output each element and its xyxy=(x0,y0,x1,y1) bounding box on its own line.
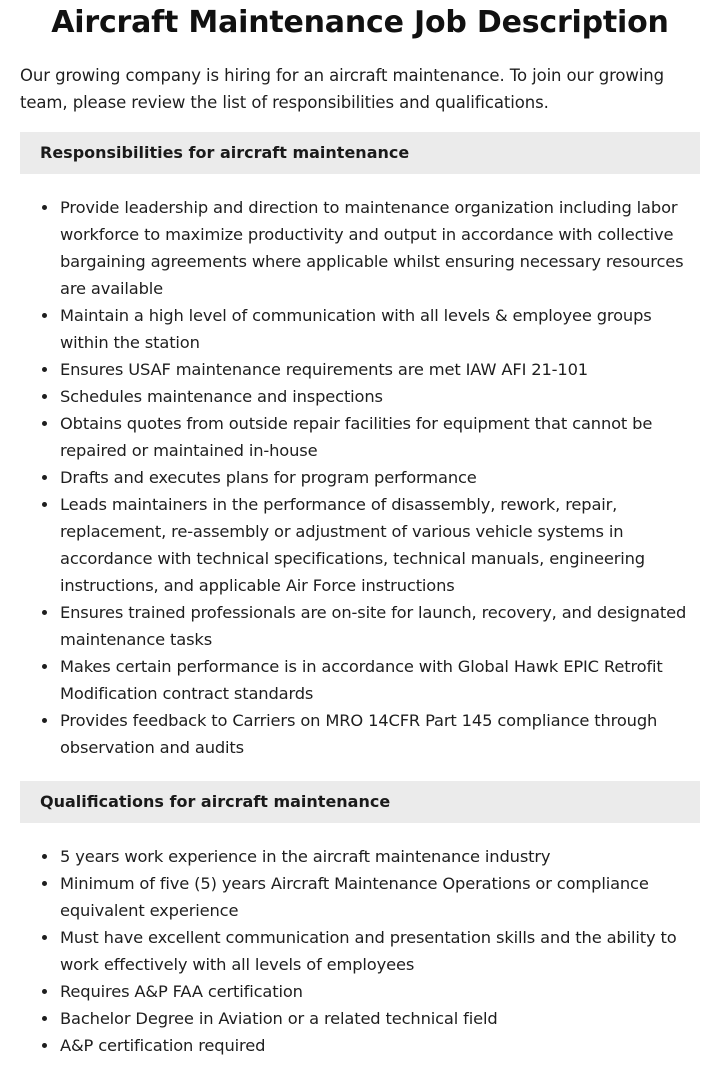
responsibilities-list xyxy=(20,194,700,761)
list-item: Makes certain performance is in accordance with Global Hawk EPIC Retrofit Modification contract standards xyxy=(60,653,700,707)
list-item: Provides feedback to Carriers on MRO 14CFR Part 145 compliance through observation and audits xyxy=(60,707,700,761)
list-item: Ensures USAF maintenance requirements are met IAW AFI 21-101 xyxy=(60,356,700,383)
list-item: Obtains quotes from outside repair facilities for equipment that cannot be repaired or maintained in-house xyxy=(60,410,700,464)
list-item: Requires A&P FAA certification xyxy=(60,978,700,1005)
page-title: Aircraft Maintenance Job Description xyxy=(51,5,669,40)
list-item: Minimum of five (5) years Aircraft Maintenance Operations or compliance equivalent experience xyxy=(60,870,700,924)
list-item: Leads maintainers in the performance of disassembly, rework, repair, replacement, re-assembly or adjustment of various vehicle systems in accordance with technical specifications, technical manuals, engineering instructions, and applicable Air Force instructions xyxy=(60,491,700,599)
list-item: Ensures trained professionals are on-site for launch, recovery, and designated maintenance tasks xyxy=(60,599,700,653)
list-item: Provide leadership and direction to maintenance organization including labor workforce to maximize productivity and output in accordance with collective bargaining agreements where applicable whilst ensuring necessary resources are available xyxy=(60,194,700,302)
list-item: Drafts and executes plans for program performance xyxy=(60,464,700,491)
qualifications-list xyxy=(20,843,700,1059)
list-item: 5 years work experience in the aircraft maintenance industry xyxy=(60,843,700,870)
list-item: Schedules maintenance and inspections xyxy=(60,383,700,410)
responsibilities-heading: Responsibilities for aircraft maintenance xyxy=(20,132,700,174)
qualifications-heading: Qualifications for aircraft maintenance xyxy=(20,781,700,823)
list-item: Must have excellent communication and presentation skills and the ability to work effectively with all levels of employees xyxy=(60,924,700,978)
list-item: Bachelor Degree in Aviation or a related technical field xyxy=(60,1005,700,1032)
list-item: A&P certification required xyxy=(60,1032,700,1059)
list-item: Maintain a high level of communication with all levels & employee groups within the station xyxy=(60,302,700,356)
intro-paragraph: Our growing company is hiring for an aircraft maintenance. To join our growing team, please review the list of responsibilities and qualifications. xyxy=(20,66,665,112)
